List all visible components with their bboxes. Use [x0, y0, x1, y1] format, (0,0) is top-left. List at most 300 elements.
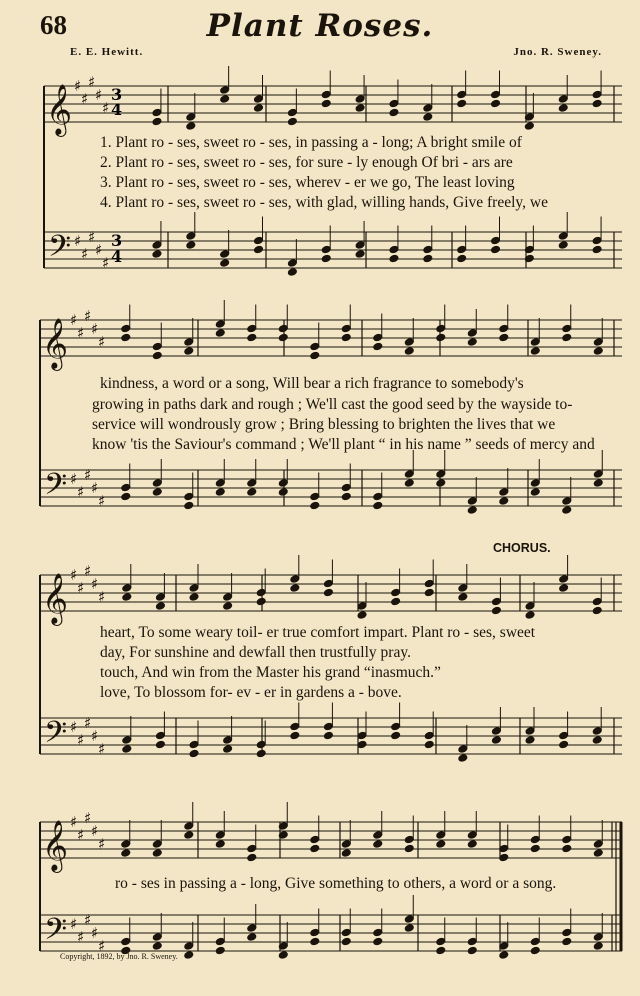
- bass-note: [525, 736, 535, 745]
- system1-verse4: 4. Plant ro - ses, sweet ro - ses, with glad, willing hands, Give freely, we: [100, 194, 548, 211]
- bass-note: [155, 731, 165, 740]
- bass-note: [467, 497, 477, 506]
- sharp-icon: ♯: [95, 86, 103, 104]
- treble-note: [290, 584, 300, 593]
- sharp-icon: ♯: [95, 241, 103, 259]
- bass-note: [404, 479, 414, 488]
- chorus-label: CHORUS.: [493, 541, 551, 555]
- treble-note: [152, 351, 162, 360]
- bass-note: [278, 479, 288, 488]
- bass-note: [321, 254, 331, 263]
- treble-note: [184, 822, 194, 831]
- treble-note: [558, 95, 568, 104]
- bass-note: [530, 937, 540, 946]
- treble-note: [247, 324, 257, 333]
- treble-note: [355, 104, 365, 113]
- treble-note: [436, 324, 446, 333]
- time-signature-treble-top: 3: [111, 85, 123, 104]
- bass-note: [341, 492, 351, 501]
- treble-note: [323, 588, 333, 597]
- system3-verse2: day, For sunshine and dewfall then trustfully pray.: [100, 644, 411, 661]
- treble-note: [121, 840, 131, 849]
- bass-note: [184, 492, 194, 501]
- time-signature-treble-bottom: 4: [111, 100, 123, 119]
- bass-note: [592, 736, 602, 745]
- page-number: 68: [40, 10, 67, 40]
- treble-note: [287, 108, 297, 117]
- system1-verse2: 2. Plant ro - ses, sweet ro - ses, for sure - ly enough Of bri - ars are: [100, 154, 513, 171]
- treble-note: [155, 593, 165, 602]
- sharp-icon: ♯: [84, 911, 92, 929]
- bass-note: [562, 497, 572, 506]
- bass-note: [458, 745, 468, 754]
- bass-note: [404, 915, 414, 924]
- sharp-icon: ♯: [77, 579, 85, 597]
- bass-note: [355, 241, 365, 250]
- treble-note: [562, 844, 572, 853]
- bass-note: [220, 250, 230, 259]
- treble-note: [215, 329, 225, 338]
- system1-verse1: 1. Plant ro - ses, sweet ro - ses, in passing a - long; A bright smile of: [100, 134, 522, 151]
- treble-note: [186, 122, 196, 131]
- bass-note: [491, 236, 501, 245]
- bass-note: [310, 492, 320, 501]
- sharp-icon: ♯: [77, 731, 85, 749]
- time-signature-bass-bottom: 4: [111, 247, 123, 266]
- bass-note: [184, 942, 194, 951]
- sharp-icon: ♯: [81, 90, 89, 108]
- bass-note: [247, 479, 257, 488]
- sharp-icon: ♯: [88, 73, 96, 91]
- sharp-icon: ♯: [84, 714, 92, 732]
- treble-note: [254, 104, 264, 113]
- treble-note: [247, 333, 257, 342]
- treble-clef-icon: 𝄞: [46, 84, 73, 135]
- sharp-icon: ♯: [91, 575, 99, 593]
- bass-note: [355, 250, 365, 259]
- treble-note: [593, 347, 603, 356]
- bass-note: [457, 245, 467, 254]
- treble-note: [189, 584, 199, 593]
- treble-note: [152, 342, 162, 351]
- copyright-notice: Copyright, 1892, by Jno. R. Sweney.: [60, 952, 178, 961]
- treble-note: [436, 840, 446, 849]
- bass-note: [189, 749, 199, 758]
- bass-note: [341, 928, 351, 937]
- bass-note: [121, 492, 131, 501]
- treble-note: [558, 104, 568, 113]
- bass-note: [404, 924, 414, 933]
- treble-note: [458, 584, 468, 593]
- treble-note: [254, 95, 264, 104]
- bass-note: [558, 241, 568, 250]
- treble-note: [215, 831, 225, 840]
- treble-note: [592, 606, 602, 615]
- treble-note: [467, 840, 477, 849]
- treble-note: [256, 597, 266, 606]
- treble-note: [152, 849, 162, 858]
- composer-credit: Jno. R. Sweney.: [513, 46, 602, 58]
- bass-note: [389, 245, 399, 254]
- sharp-icon: ♯: [84, 562, 92, 580]
- treble-note: [592, 99, 602, 108]
- treble-note: [424, 579, 434, 588]
- bass-note: [404, 470, 414, 479]
- bass-note: [287, 268, 297, 277]
- bass-note: [247, 924, 257, 933]
- treble-note: [341, 849, 351, 858]
- treble-note: [458, 593, 468, 602]
- sharp-icon: ♯: [70, 915, 78, 933]
- treble-clef-icon: 𝄞: [42, 573, 69, 624]
- bass-note: [122, 736, 132, 745]
- treble-note: [155, 602, 165, 611]
- bass-clef-icon: 𝄢: [44, 913, 68, 954]
- treble-note: [491, 90, 501, 99]
- treble-note: [530, 844, 540, 853]
- treble-note: [278, 324, 288, 333]
- bass-note: [467, 946, 477, 955]
- treble-note: [404, 338, 414, 347]
- bass-note: [223, 745, 233, 754]
- bass-note: [189, 740, 199, 749]
- treble-note: [559, 584, 569, 593]
- bass-note: [593, 942, 603, 951]
- bass-note: [215, 488, 225, 497]
- treble-note: [524, 122, 534, 131]
- bass-note: [215, 946, 225, 955]
- sharp-icon: ♯: [91, 924, 99, 942]
- bass-note: [323, 722, 333, 731]
- bass-note: [530, 488, 540, 497]
- treble-note: [404, 835, 414, 844]
- bass-note: [278, 488, 288, 497]
- bass-note: [593, 470, 603, 479]
- treble-note: [321, 99, 331, 108]
- bass-note: [247, 933, 257, 942]
- treble-note: [389, 108, 399, 117]
- treble-note: [562, 333, 572, 342]
- bass-note: [423, 254, 433, 263]
- bass-note: [499, 497, 509, 506]
- sharp-icon: ♯: [91, 822, 99, 840]
- treble-note: [186, 113, 196, 122]
- treble-note: [562, 324, 572, 333]
- bass-note: [186, 241, 196, 250]
- sharp-icon: ♯: [98, 740, 106, 758]
- treble-note: [247, 853, 257, 862]
- bass-note: [215, 937, 225, 946]
- system2-verse1: kindness, a word or a song, Will bear a rich fragrance to somebody's: [100, 375, 524, 392]
- system1-verse3: 3. Plant ro - ses, sweet ro - ses, wherev - er we go, The least loving: [100, 174, 515, 191]
- sharp-icon: ♯: [98, 937, 106, 955]
- system4-refrain: ro - ses in passing a - long, Give something to others, a word or a song.: [115, 875, 557, 892]
- treble-note: [491, 597, 501, 606]
- treble-note: [341, 324, 351, 333]
- treble-note: [215, 320, 225, 329]
- treble-note: [121, 849, 131, 858]
- bass-note: [256, 749, 266, 758]
- sharp-icon: ♯: [98, 492, 106, 510]
- treble-note: [341, 840, 351, 849]
- bass-note: [373, 501, 383, 510]
- bass-note: [321, 245, 331, 254]
- treble-note: [121, 324, 131, 333]
- treble-note: [592, 90, 602, 99]
- bass-note: [256, 740, 266, 749]
- sharp-icon: ♯: [74, 232, 82, 250]
- bass-note: [391, 731, 401, 740]
- sharp-icon: ♯: [84, 466, 92, 484]
- bass-note: [436, 470, 446, 479]
- treble-note: [593, 840, 603, 849]
- sharp-icon: ♯: [102, 99, 110, 117]
- bass-note: [491, 736, 501, 745]
- treble-note: [341, 333, 351, 342]
- treble-note: [592, 597, 602, 606]
- treble-note: [323, 579, 333, 588]
- treble-note: [423, 104, 433, 113]
- bass-note: [424, 740, 434, 749]
- treble-note: [593, 849, 603, 858]
- sharp-icon: ♯: [70, 566, 78, 584]
- sharp-icon: ♯: [84, 307, 92, 325]
- bass-note: [152, 250, 162, 259]
- treble-note: [559, 575, 569, 584]
- bass-note: [389, 254, 399, 263]
- bass-note: [457, 254, 467, 263]
- bass-note: [424, 731, 434, 740]
- treble-note: [184, 338, 194, 347]
- treble-note: [423, 113, 433, 122]
- treble-note: [310, 342, 320, 351]
- bass-note: [373, 928, 383, 937]
- treble-note: [491, 99, 501, 108]
- sharp-icon: ♯: [70, 470, 78, 488]
- treble-note: [310, 835, 320, 844]
- treble-note: [467, 831, 477, 840]
- sharp-icon: ♯: [91, 727, 99, 745]
- sharp-icon: ♯: [84, 809, 92, 827]
- bass-note: [491, 727, 501, 736]
- bass-note: [290, 731, 300, 740]
- sharp-icon: ♯: [74, 77, 82, 95]
- treble-note: [562, 835, 572, 844]
- treble-note: [215, 840, 225, 849]
- treble-note: [436, 831, 446, 840]
- bass-note: [436, 937, 446, 946]
- bass-note: [592, 245, 602, 254]
- treble-note: [122, 584, 132, 593]
- system3-verse3: touch, And win from the Master his grand “inasmuch.”: [100, 664, 441, 681]
- treble-note: [530, 338, 540, 347]
- bass-note: [278, 951, 288, 960]
- treble-note: [220, 95, 230, 104]
- treble-note: [467, 338, 477, 347]
- sharp-icon: ♯: [70, 311, 78, 329]
- sharp-icon: ♯: [77, 483, 85, 501]
- system2-verse3: service will wondrously grow ; Bring blessing to brighten the lives that we: [92, 416, 556, 433]
- bass-note: [562, 937, 572, 946]
- sharp-icon: ♯: [91, 479, 99, 497]
- bass-note: [152, 488, 162, 497]
- bass-note: [499, 951, 509, 960]
- treble-note: [457, 99, 467, 108]
- sharp-icon: ♯: [77, 928, 85, 946]
- sharp-icon: ♯: [98, 835, 106, 853]
- sharp-icon: ♯: [98, 333, 106, 351]
- bass-note: [220, 259, 230, 268]
- treble-clef-icon: 𝄞: [42, 820, 69, 871]
- bass-note: [562, 506, 572, 515]
- treble-note: [287, 117, 297, 126]
- treble-note: [457, 90, 467, 99]
- treble-note: [290, 575, 300, 584]
- bass-note: [592, 727, 602, 736]
- treble-note: [310, 351, 320, 360]
- sharp-icon: ♯: [81, 245, 89, 263]
- sharp-icon: ♯: [77, 826, 85, 844]
- treble-note: [391, 597, 401, 606]
- bass-note: [530, 479, 540, 488]
- bass-note: [122, 745, 132, 754]
- bass-note: [373, 492, 383, 501]
- treble-note: [491, 606, 501, 615]
- system3-verse4: love, To blossom for- ev - er in gardens a - bove.: [100, 684, 402, 701]
- treble-note: [436, 333, 446, 342]
- treble-note: [530, 835, 540, 844]
- treble-note: [499, 333, 509, 342]
- treble-note: [223, 602, 233, 611]
- bass-note: [423, 245, 433, 254]
- treble-note: [404, 844, 414, 853]
- bass-note: [254, 236, 264, 245]
- bass-note: [499, 488, 509, 497]
- bass-note: [391, 722, 401, 731]
- bass-clef-icon: 𝄢: [44, 716, 68, 757]
- bass-note: [223, 736, 233, 745]
- bass-note: [467, 506, 477, 515]
- bass-note: [559, 731, 569, 740]
- treble-note: [499, 324, 509, 333]
- bass-note: [491, 245, 501, 254]
- treble-note: [525, 611, 535, 620]
- bass-note: [247, 488, 257, 497]
- bass-note: [310, 501, 320, 510]
- treble-note: [122, 593, 132, 602]
- bass-note: [152, 942, 162, 951]
- bass-note: [592, 236, 602, 245]
- bass-note: [530, 946, 540, 955]
- bass-note: [562, 928, 572, 937]
- treble-note: [220, 86, 230, 95]
- bass-note: [458, 754, 468, 763]
- treble-note: [391, 588, 401, 597]
- bass-note: [152, 933, 162, 942]
- bass-note: [184, 951, 194, 960]
- treble-note: [593, 338, 603, 347]
- treble-note: [321, 90, 331, 99]
- bass-note: [593, 479, 603, 488]
- bass-note: [152, 241, 162, 250]
- bass-note: [593, 933, 603, 942]
- system3-verse1: heart, To some weary toil- er true comfort impart. Plant ro - ses, sweet: [100, 624, 536, 641]
- bass-note: [184, 501, 194, 510]
- bass-note: [155, 740, 165, 749]
- bass-note: [186, 232, 196, 241]
- sharp-icon: ♯: [88, 228, 96, 246]
- sharp-icon: ♯: [70, 813, 78, 831]
- bass-note: [121, 937, 131, 946]
- treble-note: [355, 95, 365, 104]
- bass-clef-icon: 𝄢: [48, 230, 72, 271]
- treble-note: [256, 588, 266, 597]
- treble-note: [247, 844, 257, 853]
- treble-note: [525, 602, 535, 611]
- bass-note: [341, 937, 351, 946]
- bass-note: [121, 483, 131, 492]
- treble-note: [373, 342, 383, 351]
- system2-verse4: know 'tis the Saviour's command ; We'll plant “ in his name ” seeds of mercy and: [92, 436, 595, 453]
- sharp-icon: ♯: [70, 718, 78, 736]
- treble-note: [184, 831, 194, 840]
- treble-clef-icon: 𝄞: [42, 318, 69, 369]
- system2-verse2: growing in paths dark and rough ; We'll cast the good seed by the wayside to-: [92, 396, 573, 413]
- treble-note: [223, 593, 233, 602]
- treble-note: [152, 840, 162, 849]
- sharp-icon: ♯: [91, 320, 99, 338]
- bass-note: [373, 937, 383, 946]
- sharp-icon: ♯: [77, 324, 85, 342]
- lyricist-credit: E. E. Hewitt.: [70, 46, 144, 58]
- treble-note: [530, 347, 540, 356]
- bass-note: [254, 245, 264, 254]
- bass-note: [467, 937, 477, 946]
- treble-note: [152, 108, 162, 117]
- treble-note: [404, 347, 414, 356]
- bass-note: [287, 259, 297, 268]
- bass-note: [310, 937, 320, 946]
- time-signature-bass-top: 3: [111, 231, 123, 250]
- treble-note: [152, 117, 162, 126]
- bass-note: [558, 232, 568, 241]
- bass-note: [525, 727, 535, 736]
- treble-note: [373, 831, 383, 840]
- bass-note: [436, 479, 446, 488]
- treble-note: [373, 333, 383, 342]
- bass-note: [559, 740, 569, 749]
- sharp-icon: ♯: [98, 588, 106, 606]
- treble-note: [189, 593, 199, 602]
- treble-note: [121, 333, 131, 342]
- treble-note: [357, 611, 367, 620]
- treble-note: [278, 333, 288, 342]
- bass-note: [436, 946, 446, 955]
- bass-note: [290, 722, 300, 731]
- treble-note: [310, 844, 320, 853]
- bass-note: [323, 731, 333, 740]
- treble-note: [184, 347, 194, 356]
- sharp-icon: ♯: [102, 254, 110, 272]
- treble-note: [467, 329, 477, 338]
- bass-note: [310, 928, 320, 937]
- treble-note: [373, 840, 383, 849]
- bass-note: [215, 479, 225, 488]
- treble-note: [389, 99, 399, 108]
- bass-note: [341, 483, 351, 492]
- treble-note: [424, 588, 434, 597]
- bass-clef-icon: 𝄢: [44, 468, 68, 509]
